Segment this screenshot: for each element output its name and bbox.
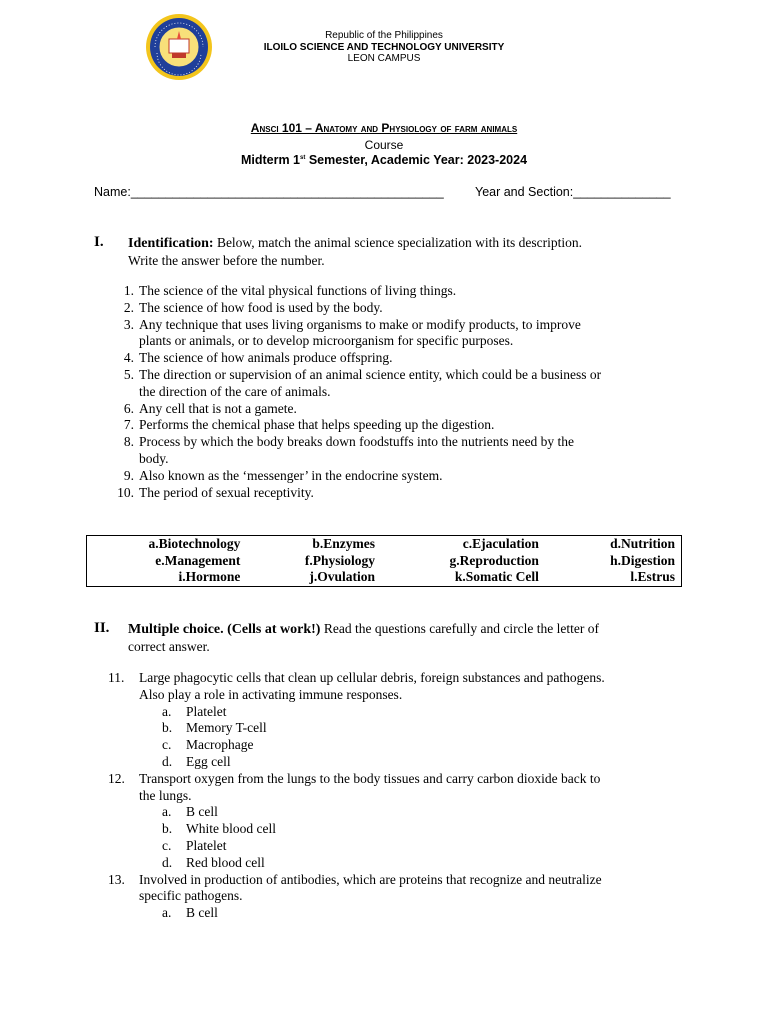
option-text[interactable]: B cell bbox=[186, 804, 218, 820]
item-text: body. bbox=[139, 450, 169, 466]
question-text: Transport oxygen from the lungs to the body tissues and carry carbon dioxide back to bbox=[139, 770, 601, 786]
option-text[interactable]: Red blood cell bbox=[186, 854, 265, 870]
item-text: Also known as the ‘messenger’ in the endocrine system. bbox=[139, 467, 443, 483]
question-number: 11. bbox=[108, 670, 125, 685]
choice-option: j.Ovulation bbox=[309, 569, 375, 584]
option-letter[interactable]: a. bbox=[162, 804, 172, 820]
section-2-instruction-text-2: correct answer. bbox=[128, 638, 210, 654]
term-suffix: Semester, Academic Year: 2023-2024 bbox=[305, 153, 528, 167]
item-text: the direction of the care of animals. bbox=[139, 383, 331, 399]
item-number: 8. bbox=[123, 434, 134, 450]
option-text[interactable]: White blood cell bbox=[186, 821, 276, 837]
year-section-line[interactable]: ______________ bbox=[573, 185, 671, 199]
section-2-heading: Multiple choice. (Cells at work!) bbox=[128, 622, 321, 637]
option-letter[interactable]: a. bbox=[162, 703, 172, 719]
option-text[interactable]: Memory T-cell bbox=[186, 720, 267, 736]
year-section-field[interactable] bbox=[475, 185, 671, 199]
option-text[interactable]: Egg cell bbox=[186, 754, 231, 769]
item-text: plants or animals, or to develop microorganism for specific purposes. bbox=[139, 333, 514, 349]
section-1-instruction bbox=[128, 235, 688, 269]
option-text[interactable]: Macrophage bbox=[186, 737, 254, 753]
republic-line: Republic of the Philippines bbox=[325, 30, 443, 41]
section-2-numeral: II. bbox=[94, 620, 110, 636]
answer-choices-table bbox=[86, 535, 682, 587]
option-text[interactable]: Platelet bbox=[186, 703, 227, 719]
name-field[interactable] bbox=[94, 185, 444, 199]
question-number: 12. bbox=[108, 770, 125, 786]
choice-option: g.Reproduction bbox=[449, 552, 539, 568]
name-label: Name: bbox=[94, 185, 131, 199]
choice-option: e.Management bbox=[155, 552, 241, 568]
name-line[interactable]: _____________________________________________ bbox=[130, 185, 444, 199]
question-number: 13. bbox=[108, 871, 125, 887]
item-text: The science of the vital physical functions of living things. bbox=[139, 283, 457, 298]
question-text: specific pathogens. bbox=[139, 888, 243, 904]
university-name: ILOILO SCIENCE AND TECHNOLOGY UNIVERSITY bbox=[263, 41, 505, 53]
item-number: 10. bbox=[117, 484, 134, 500]
item-number: 5. bbox=[123, 367, 134, 382]
question-text: the lungs. bbox=[139, 787, 192, 803]
option-text[interactable]: Platelet bbox=[186, 838, 227, 853]
item-text: Performs the chemical phase that helps speeding up the digestion. bbox=[139, 417, 495, 433]
item-text: The science of how food is used by the body. bbox=[139, 299, 383, 315]
item-text: The science of how animals produce offspring. bbox=[139, 350, 393, 366]
choice-option: b.Enzymes bbox=[312, 536, 375, 551]
item-text: Any cell that is not a gamete. bbox=[139, 400, 297, 416]
option-letter[interactable]: c. bbox=[162, 838, 172, 853]
section-1-instruction-text: Below, match the animal science specialization with its description. bbox=[213, 235, 582, 250]
section-1-instruction-text-2: Write the answer before the number. bbox=[128, 252, 325, 268]
item-number: 2. bbox=[123, 299, 134, 315]
choice-option: h.Digestion bbox=[610, 552, 675, 568]
choice-option: f.Physiology bbox=[304, 552, 375, 568]
choices-row bbox=[87, 569, 682, 586]
choice-option: a.Biotechnology bbox=[148, 536, 241, 551]
campus-name: LEON CAMPUS bbox=[347, 53, 421, 64]
choices-row bbox=[87, 553, 682, 570]
item-number: 1. bbox=[123, 283, 134, 298]
option-letter[interactable]: d. bbox=[162, 854, 173, 870]
section-1-numeral: I. bbox=[94, 234, 104, 250]
section-2-instruction bbox=[128, 621, 688, 655]
year-section-label: Year and Section: bbox=[475, 185, 574, 199]
item-text: Any technique that uses living organisms to make or modify products, to improve bbox=[139, 316, 581, 332]
section-1-heading: Identification: bbox=[128, 236, 214, 251]
option-letter[interactable]: b. bbox=[162, 821, 173, 837]
course-title: Ansci 101 – Anatomy and Physiology of farm animals bbox=[250, 121, 518, 135]
choice-option: i.Hormone bbox=[178, 569, 241, 584]
term-prefix: Midterm 1 bbox=[240, 153, 300, 167]
choice-option: c.Ejaculation bbox=[462, 536, 539, 551]
choices-row bbox=[87, 536, 682, 553]
question-text: Involved in production of antibodies, which are proteins that recognize and neutralize bbox=[139, 871, 602, 887]
option-letter[interactable]: d. bbox=[162, 754, 173, 769]
item-number: 9. bbox=[123, 467, 134, 483]
choice-option: l.Estrus bbox=[630, 569, 675, 584]
item-text: The period of sexual receptivity. bbox=[139, 484, 314, 500]
question-text: Large phagocytic cells that clean up cellular debris, foreign substances and pathogens. bbox=[139, 670, 605, 685]
item-number: 4. bbox=[123, 350, 134, 366]
item-number: 3. bbox=[123, 316, 134, 332]
choice-option: d.Nutrition bbox=[610, 536, 675, 551]
option-letter[interactable]: a. bbox=[162, 905, 172, 921]
option-text[interactable]: B cell bbox=[186, 905, 218, 921]
question-text: Also play a role in activating immune responses. bbox=[139, 686, 403, 702]
item-number: 7. bbox=[123, 417, 134, 433]
option-letter[interactable]: c. bbox=[162, 737, 172, 753]
option-letter[interactable]: b. bbox=[162, 720, 173, 736]
course-label: Course bbox=[364, 138, 404, 152]
section-2-instruction-text: Read the questions carefully and circle the letter of bbox=[320, 621, 599, 636]
exam-term bbox=[0, 153, 768, 167]
item-text: The direction or supervision of an animal science entity, which could be a business or bbox=[139, 367, 602, 382]
choice-option: k.Somatic Cell bbox=[454, 569, 539, 584]
term-sup: st bbox=[300, 154, 306, 161]
item-number: 6. bbox=[123, 400, 134, 416]
letterhead bbox=[0, 30, 768, 65]
item-text: Process by which the body breaks down foodstuffs into the nutrients need by the bbox=[139, 434, 575, 450]
